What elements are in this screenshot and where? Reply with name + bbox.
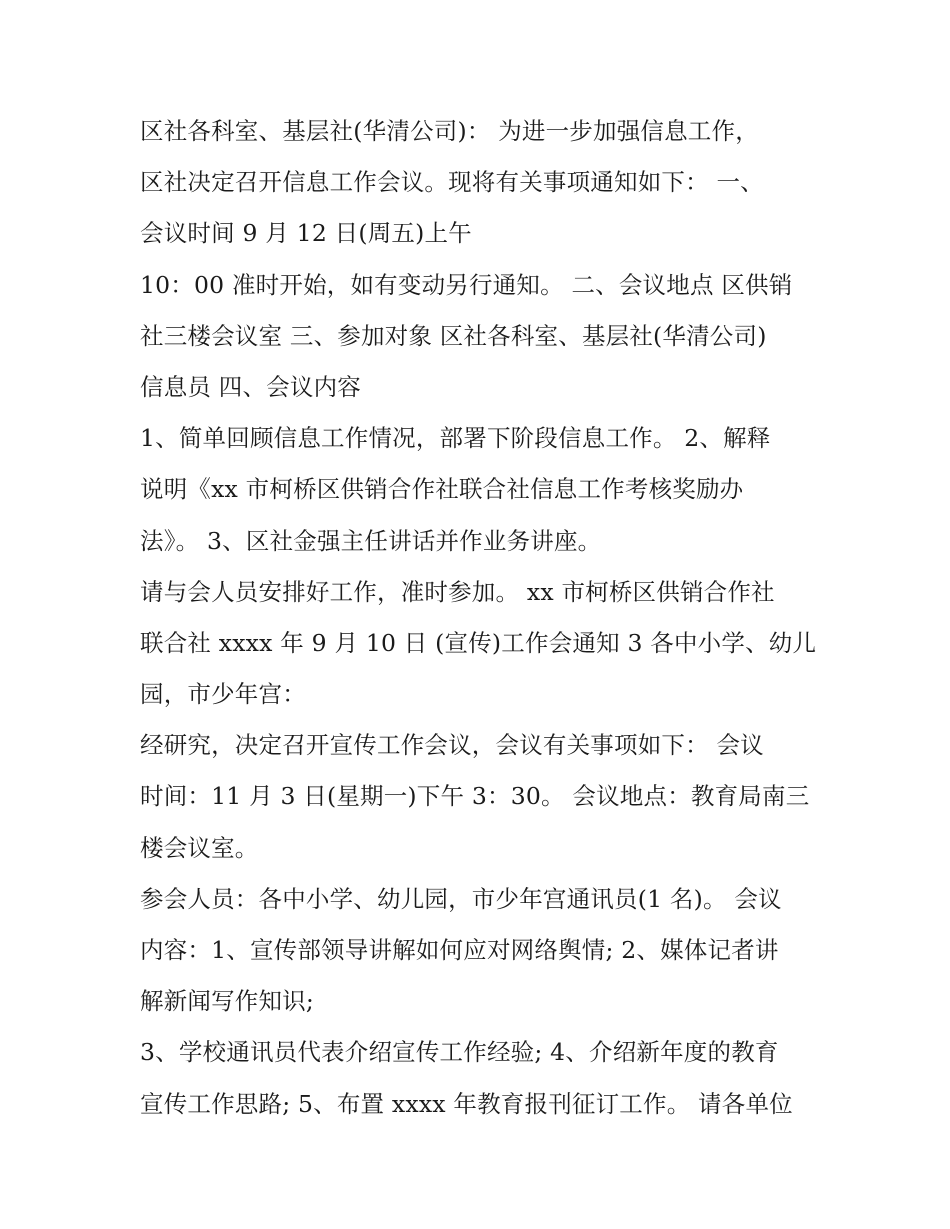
text-line: 法》。 3、区社金强主任讲话并作业务讲座。 [140, 526, 602, 555]
text-line: 请与会人员安排好工作，准时参加。 xx 市柯桥区供销合作社 [140, 577, 775, 606]
text-line: 联合社 xxxx 年 9 月 10 日 (宣传)工作会通知 3 各中小学、幼儿 [140, 628, 817, 657]
text-line: 楼会议室。 [140, 833, 259, 862]
text-line: 1、简单回顾信息工作情况，部署下阶段信息工作。 2、解释 [140, 424, 771, 453]
text-line: 10：00 准时开始，如有变动另行通知。 二、会议地点 区供销 [140, 270, 793, 299]
text-line: 解新闻写作知识; [140, 987, 315, 1016]
text-line: 时间：11 月 3 日(星期一)下午 3：30。 会议地点：教育局南三 [140, 782, 810, 811]
text-line: 内容：1、宣传部领导讲解如何应对网络舆情; 2、媒体记者讲 [140, 936, 779, 964]
text-line: 会议时间 9 月 12 日(周五)上午 [140, 219, 472, 248]
text-line: 宣传工作思路; 5、布置 xxxx 年教育报刊征订工作。 请各单位 [140, 1089, 793, 1118]
text-line: 经研究，决定召开宣传工作会议，会议有关事项如下： 会议 [140, 731, 764, 760]
text-line: 3、学校通讯员代表介绍宣传工作经验; 4、介绍新年度的教育 [140, 1038, 779, 1067]
text-line: 信息员 四、会议内容 [140, 372, 361, 401]
text-line: 参会人员：各中小学、幼儿园，市少年宫通讯员(1 名)。 会议 [140, 884, 782, 913]
text-line: 区社决定召开信息工作会议。现将有关事项通知如下： 一、 [140, 168, 764, 197]
text-line: 社三楼会议室 三、参加对象 区社各科室、基层社(华清公司) [140, 321, 767, 350]
text-line: 区社各科室、基层社(华清公司)： 为进一步加强信息工作， [140, 117, 759, 145]
text-line: 园，市少年宫： [140, 680, 306, 709]
text-line: 说明《xx 市柯桥区供销合作社联合社信息工作考核奖励办 [140, 475, 744, 504]
document-body [140, 106, 820, 1130]
